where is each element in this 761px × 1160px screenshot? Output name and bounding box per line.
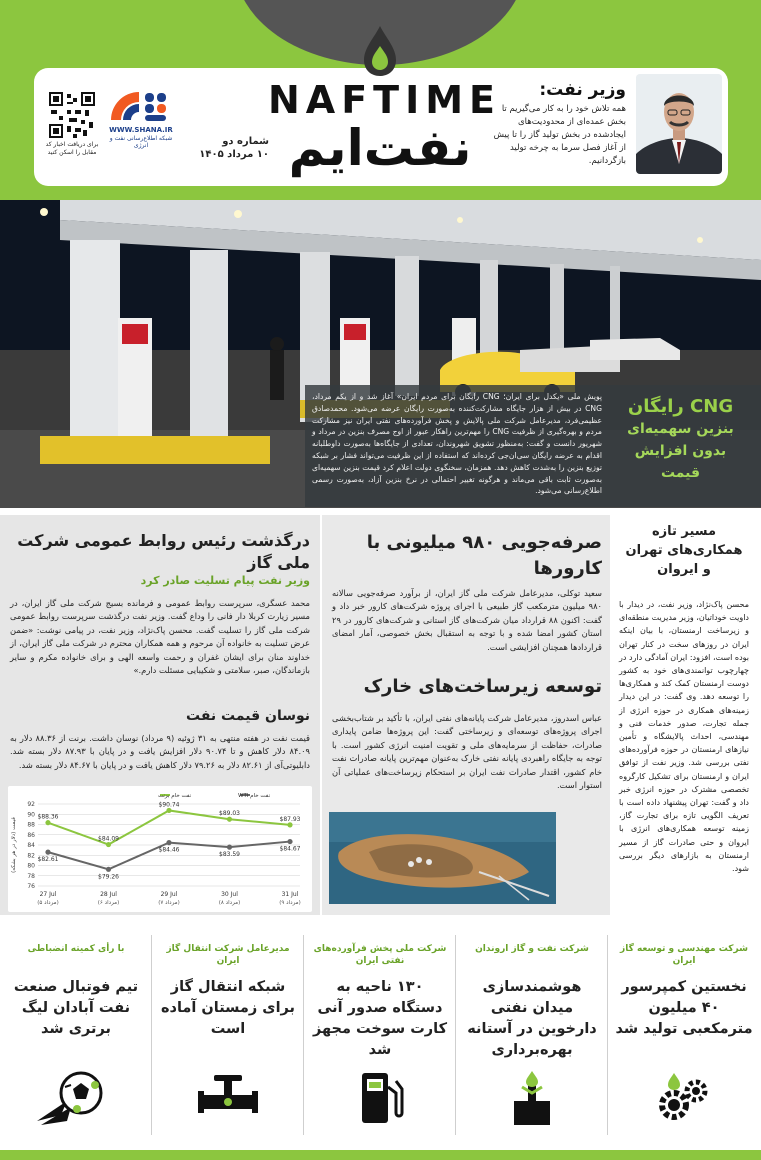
oil-field-icon: [500, 1067, 564, 1127]
y-axis-label: قیمت (دلار در هر بشکه): [11, 817, 17, 873]
y-tick-label: 82: [27, 852, 35, 860]
x-tick-label: 31 Jul: [281, 891, 299, 898]
cng-headline-3: بدون افزایش: [634, 443, 727, 459]
card-org: شرکت مهندسی و توسعه گاز ایران: [620, 944, 748, 966]
card-divider: [151, 935, 152, 1135]
data-point: [227, 817, 232, 822]
shana-mark-icon: [109, 90, 173, 124]
issue-date: ۱۰ مرداد ۱۴۰۵: [199, 149, 269, 160]
cng-headline: [608, 396, 753, 484]
oil-price-body: قیمت نفت در هفته منتهی به ۳۱ ژوئیه (۹ مرداد) نوسان داشت. برنت از ۸۸.۳۶ دلار به ۸۴.۰۹ دلار کاهش و تا ۹۰.۷۴ دلار افزایش یافت و در پایان با ۸۷.۹۳ دلار بسته شد. دابلیوتی‌آی از ۸۲.۶۱ دلار به ۷۹.۲۶ دلار کاهش یافت و در پایان با ۸۴.۶۷ دلار بسته شد.: [10, 733, 310, 770]
cng-headline-1: CNG رایگان: [627, 396, 734, 417]
oil-price-chart: [8, 786, 312, 912]
card-divider: [303, 935, 304, 1135]
y-tick-label: 86: [27, 831, 35, 839]
card-org: شرکت نفت و گاز اروندان: [475, 944, 589, 954]
card-divider: [607, 935, 608, 1135]
kharg-island-photo: [329, 812, 556, 904]
card-org: شرکت ملی پخش فرآورده‌های نفتی ایران: [313, 944, 447, 966]
news-card-5[interactable]: [2, 925, 150, 1143]
x-tick-sublabel: (۶ مرداد): [97, 900, 120, 906]
oil-drop-icon: [360, 24, 400, 78]
cng-body: پویش ملی «یکدل برای ایران؛ CNG رایگان برای مردم ایران» آغاز شد و از یکم مرداد، CNG در بیش از هزار جایگاه مشارکت‌کننده به‌صورت رایگان عرضه می‌شود. محمدصادق عظیمی‌فرد، مدیرعامل شرکت ملی پالایش و پخش فرآورده‌های نفتی ایران نیز مشارکت مردم و بهره‌گیری از ظرفیت CNG را مهم‌ترین راهکار عبور از اوج مصرف بنزین در مرداد و شهریور دانست و گفت: به‌منظور تشویق شهروندان، تعدادی از جایگاه‌ها به‌صورت داوطلبانه اقدام به عرضه رایگان سی‌ان‌جی کرده‌اند که استفاده از این ظرفیت می‌تواند فشار بر شبکه توزیع بنزین را به‌شدت کاهش دهد. همزمان، سخنگوی دولت اعلام کرد قیمت بنزین سهمیه‌ای به‌صورت ثابت باقی می‌ماند و هرگونه تغییر احتمالی در نرخ بنزین آزاد، به‌صورت رسمی اطلاع‌رسانی می‌شود.: [312, 392, 603, 496]
carvers-headline: صرفه‌جویی ۹۸۰ میلیونی با کارورها: [366, 532, 602, 579]
minister-title: وزیر نفت:: [539, 80, 626, 100]
x-tick-sublabel: (۷ مرداد): [158, 900, 180, 906]
minister-photo: [636, 74, 722, 174]
data-label: $84.67: [279, 845, 301, 853]
card-title[interactable]: شبکه انتقال گاز برای زمستان آماده است: [160, 979, 296, 1037]
data-label: $84.09: [98, 835, 119, 843]
news-card-3[interactable]: [306, 925, 454, 1143]
armenia-body: محسن پاک‌نژاد، وزیر نفت، در دیدار با داویت خوداتیان، وزیر مدیریت منطقه‌ای و زیرساخت ارمنستان، با بیان اینکه ایران در روزهای سخت در کنار تهران بوده است، افزود: ایران آمادگی دارد در چهارچوب توانمندی‌های خود به کشور دوست ارمنستان کمک کند و همکاری‌ها را توسعه دهد. وی گفت: در این دیدار زمینه‌های همکاری در حوزه انرژی از جمله تجارت، صدور خدمات فنی و مهندسی، احداث پالایشگاه و تأمین نیازهای ارمنستان در حوزه فرآورده‌های نفتی بررسی شد. وزیر نفت از توافق ایران و ارمنستان برای تشکیل کارگروه تخصصی مشترک در حوزه انرژی خبر داد و گفت: تهران پیشنهاد داده است با تعریف الگویی تازه برای تجارت گاز، زمینه توسعه همکاری‌های انرژی با ایروان و حتی صادرات گاز از مسیر ارمنستان به بازارهای دیگر بررسی شود.: [619, 600, 749, 874]
data-point: [287, 822, 292, 827]
y-tick-label: 80: [27, 862, 35, 870]
data-point: [287, 839, 292, 844]
y-tick-label: 76: [27, 883, 35, 890]
data-label: $87.93: [279, 815, 301, 823]
x-tick-sublabel: (۸ مرداد): [218, 900, 241, 906]
qr-caption: برای دریافت اخبار کد مقابل را اسکن کنید: [45, 141, 99, 156]
x-tick-label: 28 Jul: [100, 891, 117, 898]
legend-entry: نفت خام WTI: [238, 793, 271, 799]
x-tick-sublabel: (۹ مرداد): [279, 900, 301, 906]
y-tick-label: 84: [27, 842, 35, 849]
card-org: با رأی کمیته انضباطی: [27, 944, 125, 954]
news-card-2[interactable]: [458, 925, 606, 1143]
data-point: [106, 867, 111, 872]
data-point: [45, 820, 50, 825]
data-point: [166, 840, 171, 845]
card-title[interactable]: نخستین کمپرسور ۴۰ میلیون مترمکعبی تولید شد: [615, 979, 753, 1037]
obituary-body: محمد عسگری، سرپرست روابط عمومی و فرمانده بسیج شرکت ملی گاز ایران، در مسیر زیارت کربلا دار فانی را وداع گفت. وزیر نفت درگذشت سرپرست روابط عمومی شرکت ملی گاز را تسلیت گفت. محسن پاک‌نژاد، وزیر نفت، در پیامی نوشت: «ضمن عرض تسلیت به خانواده آن مرحوم و همه همکاران محترم در شرکت ملی گاز ایران، از خداوند منان برای ایشان غفران و رحمت واسعه الهی و برای خانواده مکرم و سایر بازماندگان، صبر، سلامتی و شکیبایی مسئلت دارم.»: [10, 598, 310, 676]
shana-logo[interactable]: [105, 88, 177, 158]
issue-info: [197, 135, 269, 161]
data-label: $90.74: [158, 801, 180, 809]
armenia-headline: مسیر تازه همکاری‌های تهران و ایروان: [625, 524, 743, 577]
x-tick-label: 27 Jul: [39, 891, 57, 898]
card-title[interactable]: ۱۳۰ ناحیه به دستگاه صدور آنی کارت سوخت مجهز شد: [312, 979, 448, 1058]
x-tick-label: 29 Jul: [160, 891, 178, 898]
pipeline-valve-icon: [196, 1067, 260, 1127]
carvers-body: سعید توکلی، مدیرعامل شرکت ملی گاز ایران، از برآورد صرفه‌جویی سالانه ۹۸۰ میلیون مترمکعب گاز طبیعی با اجرای پروژه شرکت‌های کارور خبر داد و گفت: اکنون ۸۸ قرارداد میان شرکت‌های گاز استانی و شرکت‌های کارور در ۲۹ استان کشور امضا شده و با توجه به استقبال بخش خصوصی، آمار امضای قراردادها همچنان افزایشی است.: [332, 588, 602, 652]
data-point: [166, 808, 171, 813]
data-point: [45, 850, 50, 855]
data-label: $88.36: [37, 813, 59, 821]
y-tick-label: 88: [27, 821, 35, 829]
oil-price-headline: نوسان قیمت نفت: [186, 708, 310, 724]
news-card-4[interactable]: [154, 925, 302, 1143]
logo-persian: نفت‌ایم: [288, 119, 472, 177]
footer-bar: [0, 1150, 761, 1160]
y-tick-label: 92: [27, 801, 35, 808]
data-point: [227, 845, 232, 850]
news-card-1[interactable]: [610, 925, 758, 1143]
legend-entry: نفت خام برنت: [158, 793, 192, 799]
card-title[interactable]: هوشمندسازی میدان نفتی دارخوین در آستانه بهره‌برداری: [467, 979, 597, 1058]
gears-icon: [652, 1067, 716, 1127]
football-icon: [28, 1067, 110, 1127]
shana-url[interactable]: WWW.SHANA.IR: [109, 126, 173, 134]
fuel-pump-icon: [348, 1067, 412, 1127]
kharg-body: عباس اسدروز، مدیرعامل شرکت پایانه‌های نفتی ایران، با تأکید بر شتاب‌بخشی اجرای پروژه‌های توسعه‌ای و زیرساختی گفت: این پروژه‌ها ضامن پایداری صادرات، حفاظت از سرمایه‌های ملی و تقویت امنیت انرژی کشور است. با توجه به جایگاه راهبردی پایانه نفتی خارک به‌عنوان مهم‌ترین پایانه صادرات نفت خام کشور، اقتدار صادرات نفت ایران بر استحکام زیرساخت‌های عملیاتی آن استوار است.: [332, 713, 602, 791]
data-label: $84.46: [158, 846, 180, 854]
obituary-subhead: وزیر نفت پیام تسلیت صادر کرد: [140, 574, 310, 587]
card-title[interactable]: تیم فوتبال صنعت نفت آبادان لیگ برتری شد: [13, 979, 139, 1037]
kharg-headline: توسعه زیرساخت‌های خارک: [363, 676, 602, 697]
data-label: $83.59: [219, 851, 240, 859]
card-divider: [455, 935, 456, 1135]
y-tick-label: 90: [27, 811, 35, 819]
x-tick-label: 30 Jul: [221, 891, 238, 898]
card-org: مدیرعامل شرکت انتقال گاز ایران: [166, 944, 290, 966]
data-point: [106, 842, 111, 847]
minister-quote: همه تلاش خود را به کار می‌گیریم تا بخش عمده‌ای از محدودیت‌های ایجادشده در بخش تولید گاز را تا پیش از آغاز فصل سرما به چرخه تولید بازگردانیم.: [493, 104, 626, 166]
qr-code-icon[interactable]: [49, 92, 95, 138]
logo-latin: NAFTIME: [268, 78, 502, 122]
y-tick-label: 78: [27, 872, 35, 880]
issue-number: شماره دو: [222, 136, 269, 147]
cng-headline-2: بنزین سهمیه‌ای: [627, 421, 734, 437]
x-tick-sublabel: (۵ مرداد): [37, 900, 59, 906]
obituary-headline: درگذشت رئیس روابط عمومی شرکت ملی گاز: [17, 531, 310, 572]
shana-org: شبکه اطلاع‌رسانی نفت و انرژی: [109, 135, 173, 149]
cng-headline-4: قیمت: [660, 465, 701, 481]
data-label: $79.26: [98, 873, 119, 881]
data-label: $82.61: [37, 856, 59, 864]
data-label: $89.03: [219, 810, 240, 818]
